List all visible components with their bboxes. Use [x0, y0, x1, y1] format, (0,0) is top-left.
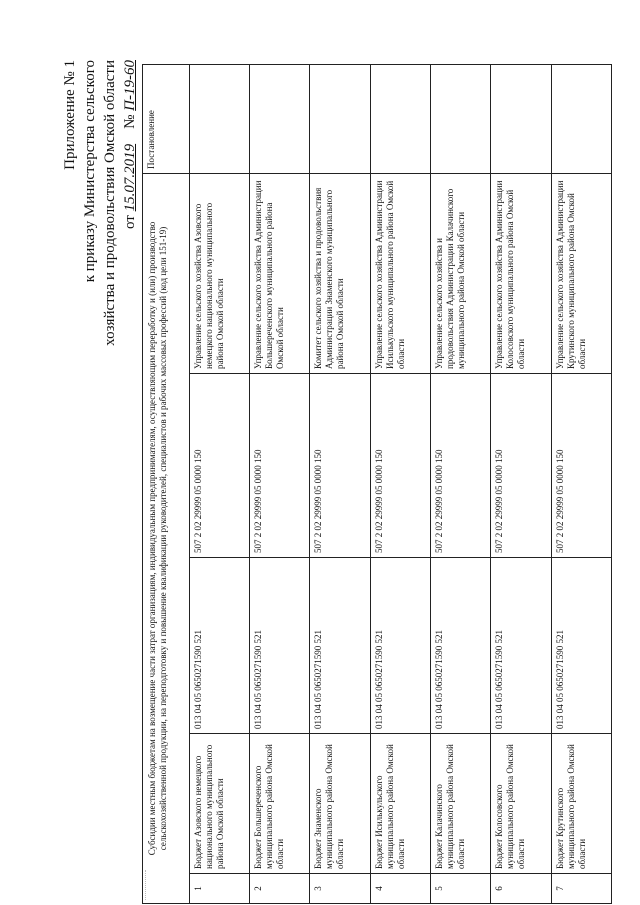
budget-name: Бюджет Крутинского муниципального района Омской области [551, 734, 611, 874]
row-number: 2 [250, 874, 310, 904]
kbk-revenue: 507 2 02 29999 05 0000 150 [189, 374, 249, 558]
note-cell [551, 65, 611, 174]
appendix-title: Приложение № 1 [62, 60, 78, 170]
scan-mark [145, 870, 160, 900]
note-cell [430, 65, 490, 174]
kbk-expense: 013 04 05 0650271590 521 [310, 558, 370, 734]
table-row [310, 65, 370, 904]
kbk-expense: 013 04 05 0650271590 521 [189, 558, 249, 734]
row-number: 5 [430, 874, 490, 904]
administrator: Управление сельского хозяйства Администрации Колосовского муниципального района Омской области [491, 173, 551, 373]
subsidy-table-page [142, 64, 612, 904]
budget-name: Бюджет Азовского немецкого национального муниципального района Омской области [189, 734, 249, 874]
number-prefix: № [122, 114, 138, 129]
administrator: Управление сельского хозяйства и продовольствия Администрации Калачинского муниципального района Омской области [430, 173, 490, 373]
order-number: П-19-60 [122, 60, 138, 111]
kbk-expense: 013 04 05 0650271590 521 [370, 558, 430, 734]
kbk-expense: 013 04 05 0650271590 521 [250, 558, 310, 734]
row-number: 4 [370, 874, 430, 904]
table-row [551, 65, 611, 904]
kbk-revenue: 507 2 02 29999 05 0000 150 [551, 374, 611, 558]
kbk-revenue: 507 2 02 29999 05 0000 150 [250, 374, 310, 558]
ministry-name: хозяйства и продовольствия Омской области [102, 60, 118, 346]
note-cell [491, 65, 551, 174]
row-number: 7 [551, 874, 611, 904]
kbk-expense: 013 04 05 0650271590 521 [491, 558, 551, 734]
subsidy-table [142, 64, 612, 904]
table-row [370, 65, 430, 904]
kbk-revenue: 507 2 02 29999 05 0000 150 [310, 374, 370, 558]
kbk-revenue: 507 2 02 29999 05 0000 150 [430, 374, 490, 558]
budget-name: Бюджет Большереченского муниципального района Омской области [250, 734, 310, 874]
note-cell [370, 65, 430, 174]
table-body [189, 65, 611, 904]
budget-name: Бюджет Калачинского муниципального района Омской области [430, 734, 490, 874]
administrator: Комитет сельского хозяйства и продовольствия Администрации Знаменского муниципального района Омской области [310, 173, 370, 373]
order-reference: к приказу Министерства сельского [82, 60, 98, 283]
note-header: Постановление [143, 65, 190, 174]
row-number: 3 [310, 874, 370, 904]
table-row [250, 65, 310, 904]
note-cell [250, 65, 310, 174]
row-number: 6 [491, 874, 551, 904]
kbk-revenue: 507 2 02 29999 05 0000 150 [491, 374, 551, 558]
administrator: Управление сельского хозяйства Администрации Крутинского муниципального района Омской области [551, 173, 611, 373]
budget-name: Бюджет Исилькульского муниципального района Омской области [370, 734, 430, 874]
table-title: Субсидии местным бюджетам на возмещение части затрат организациям, индивидуальным предпринимателям, осуществляющим переработку и (или) производство сельскохозяйственной продукции, на переподготовку и повышение квалификации руководителей, специалистов и рабочих массовых профессий (код цели 151-19) [143, 173, 190, 903]
note-cell [310, 65, 370, 174]
administrator: Управление сельского хозяйства Азовского немецкого национального муниципального района Омской области [189, 173, 249, 373]
table-row [491, 65, 551, 904]
date-prefix: от [122, 215, 138, 229]
administrator: Управление сельского хозяйства Администрации Большереченского муниципального района Омской области [250, 173, 310, 373]
note-cell [189, 65, 249, 174]
budget-name: Бюджет Знаменского муниципального района Омской области [310, 734, 370, 874]
budget-name: Бюджет Колосовского муниципального района Омской области [491, 734, 551, 874]
row-number: 1 [189, 874, 249, 904]
administrator: Управление сельского хозяйства Администрации Исилькульского муниципального района Омской области [370, 173, 430, 373]
appendix-header [60, 60, 148, 420]
table-row [430, 65, 490, 904]
table-row [189, 65, 249, 904]
kbk-revenue: 507 2 02 29999 05 0000 150 [370, 374, 430, 558]
kbk-expense: 013 04 05 0650271590 521 [430, 558, 490, 734]
order-date: 15.07.2019 [122, 143, 138, 212]
table-title-row [143, 65, 190, 904]
order-date-line [120, 60, 140, 420]
kbk-expense: 013 04 05 0650271590 521 [551, 558, 611, 734]
